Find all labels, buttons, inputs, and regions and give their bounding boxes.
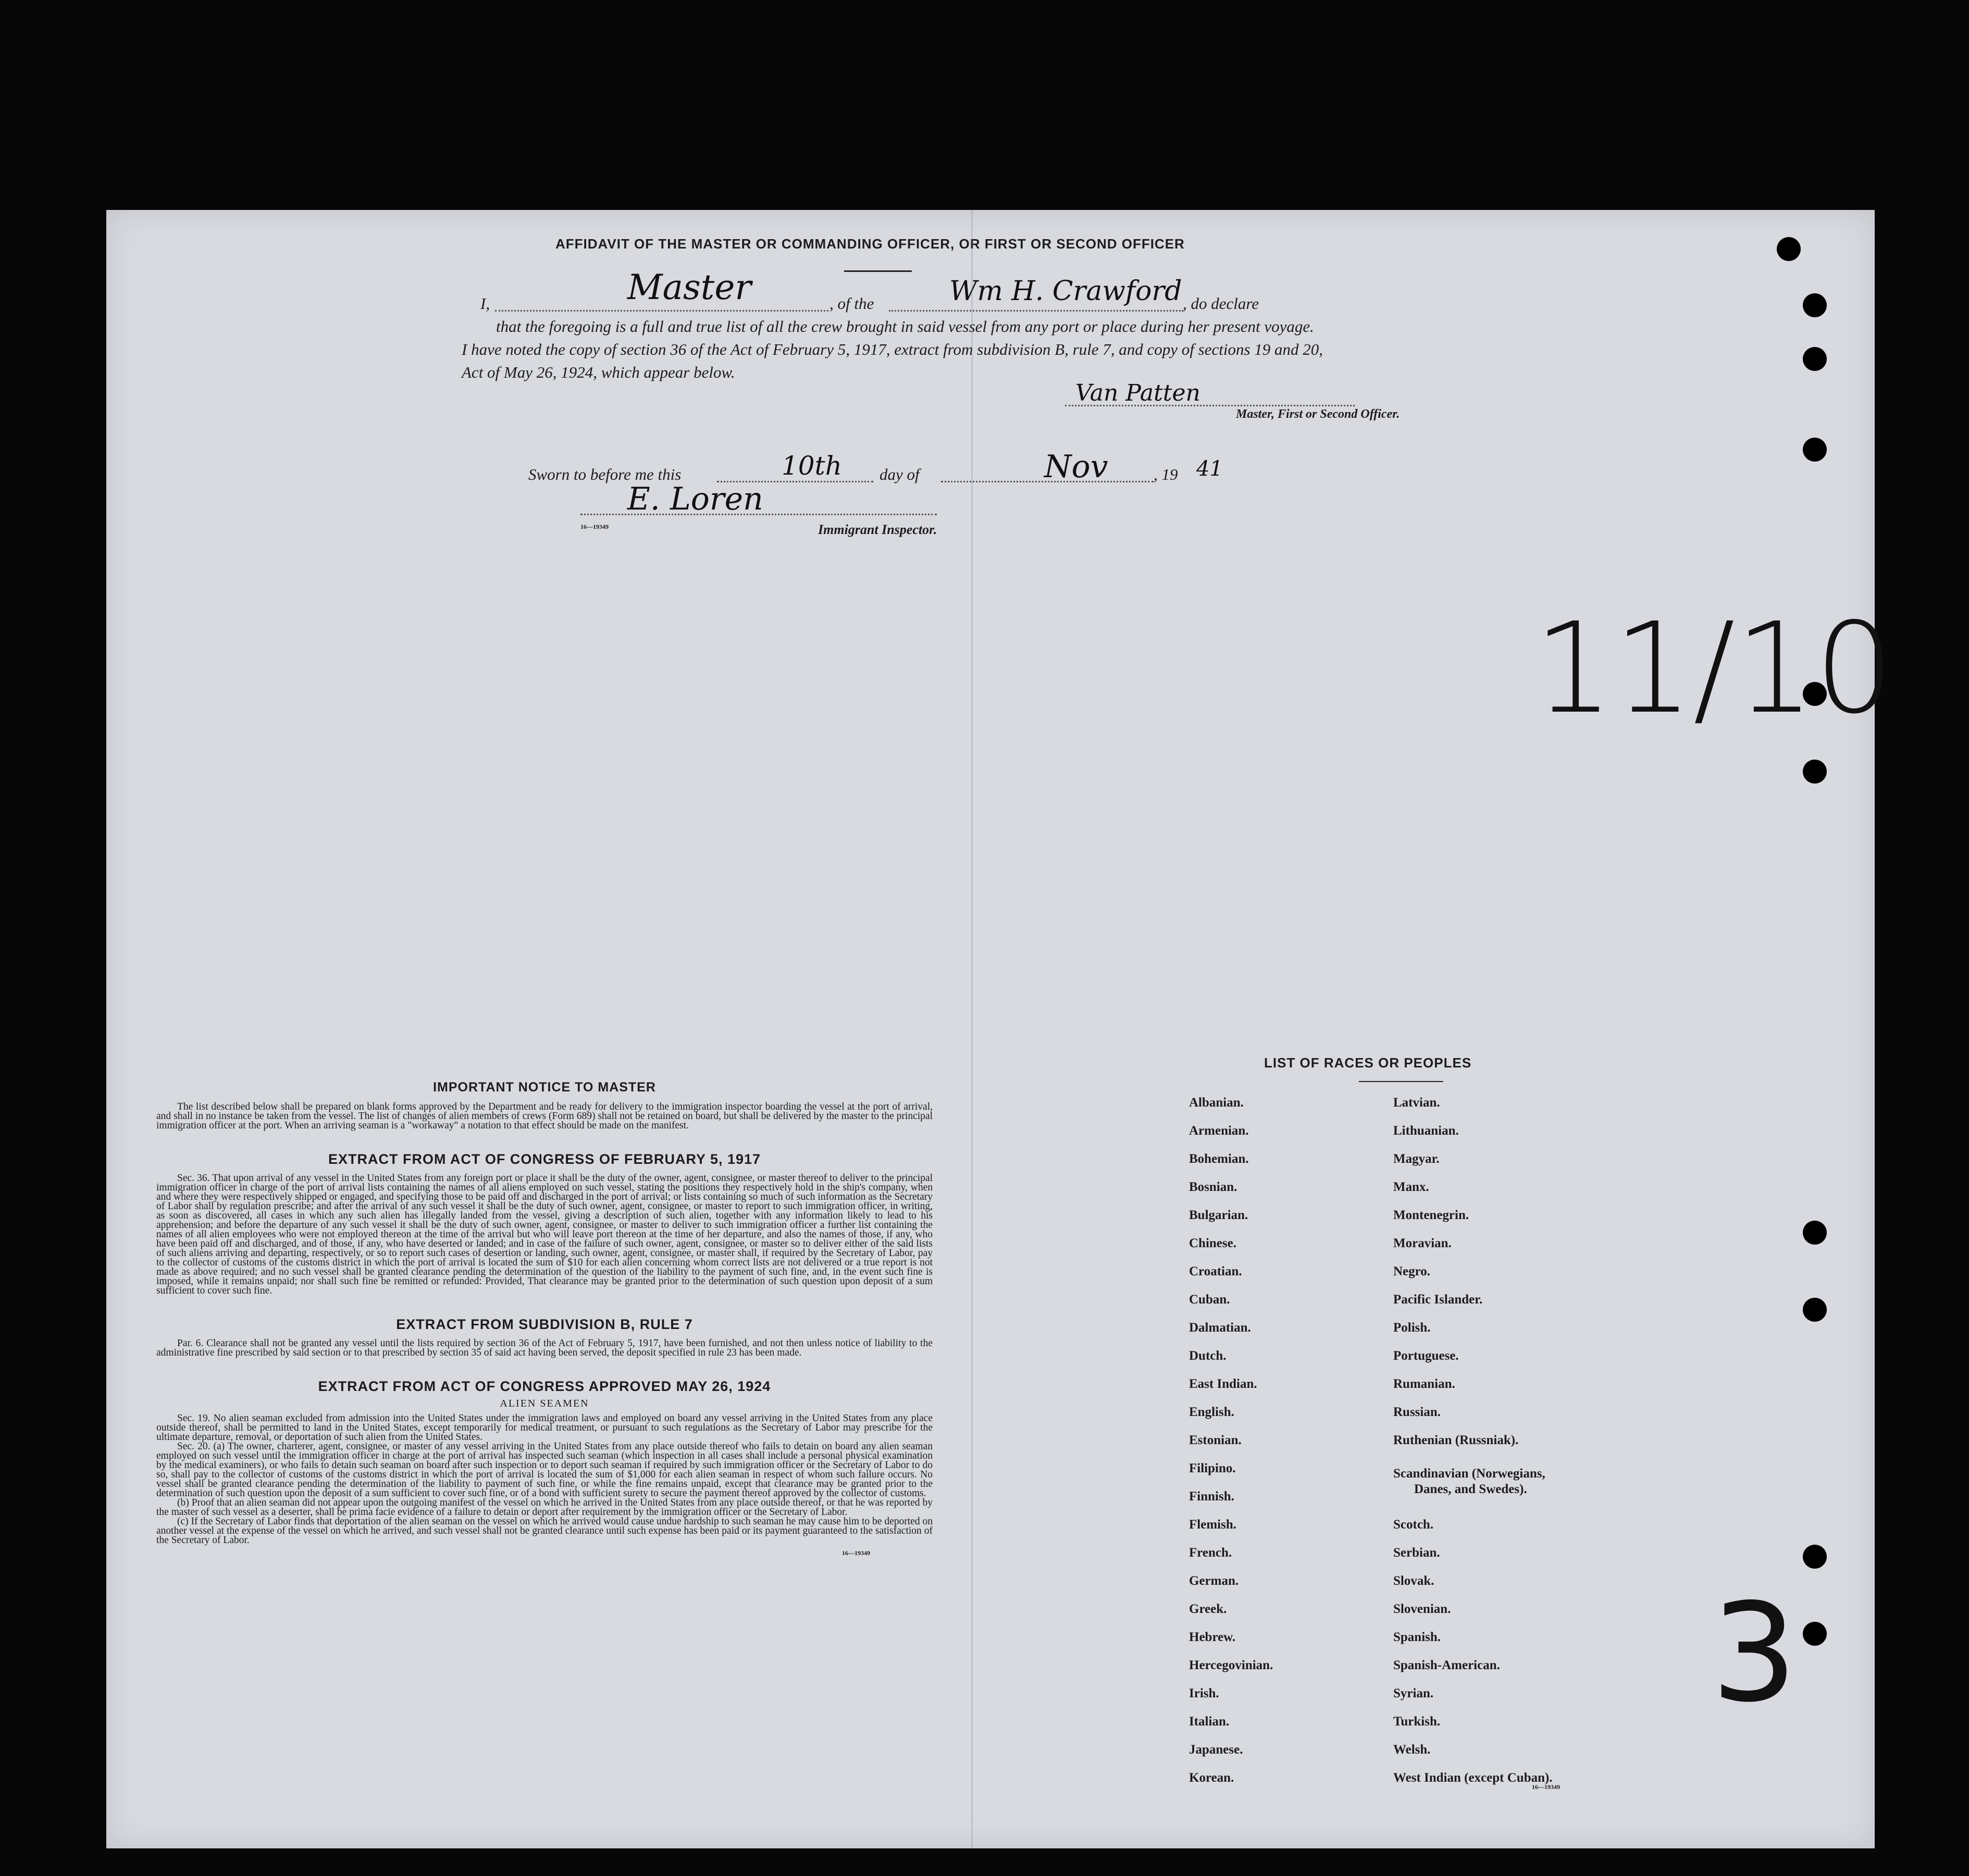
race-item: Spanish-American.: [1393, 1658, 1500, 1672]
race-item: Pacific Islander.: [1393, 1293, 1483, 1307]
handwritten-margin-date: 11/10: [1534, 595, 1894, 741]
race-item: Manx.: [1393, 1180, 1429, 1194]
race-item: Croatian.: [1189, 1264, 1242, 1278]
race-item: Bosnian.: [1189, 1180, 1237, 1194]
race-item: English.: [1189, 1405, 1234, 1419]
race-item: Dutch.: [1189, 1349, 1227, 1363]
race-item: Cuban.: [1189, 1293, 1230, 1307]
race-item: Flemish.: [1189, 1518, 1236, 1532]
race-item: Japanese.: [1189, 1743, 1243, 1757]
race-item: Armenian.: [1189, 1124, 1249, 1138]
race-item: West Indian (except Cuban).: [1393, 1771, 1553, 1785]
race-item: Hebrew.: [1189, 1630, 1236, 1644]
race-item: Irish.: [1189, 1686, 1219, 1700]
race-item: East Indian.: [1189, 1377, 1257, 1391]
race-item: Filipino.: [1189, 1461, 1236, 1475]
race-item: Spanish.: [1393, 1630, 1441, 1644]
races-title: LIST OF RACES OR PEOPLES: [1264, 1055, 1472, 1071]
handwritten-month: Nov: [1044, 449, 1108, 485]
sec19-text: Sec. 19. No alien seaman excluded from admission into the United States under the immigration laws and employed on board any vessel arriving in the United States from any place outside thereof, shall be permitted to land in the United States, except temporarily for medical treatment, or pursuant to such regulations as the Secretary of Labor may prescribe for the ultimate departure, removal, or deportation of such alien from the United States.: [156, 1413, 933, 1443]
vessel-field-line: [889, 310, 1183, 312]
affidavit-of-the: , of the: [829, 294, 874, 313]
race-item: Korean.: [1189, 1771, 1234, 1785]
race-item: Scandinavian (Norwegians,: [1393, 1467, 1545, 1481]
race-item: Estonian.: [1189, 1433, 1242, 1447]
document-page: [106, 210, 1894, 1848]
inspector-label: Immigrant Inspector.: [818, 522, 937, 537]
race-item: Greek.: [1189, 1602, 1227, 1616]
affidavit-i: I,: [480, 294, 490, 313]
extract-1924-subtitle: ALIEN SEAMEN: [500, 1398, 589, 1409]
handwritten-rank: Master: [627, 267, 751, 307]
notices-column: [156, 1080, 933, 1557]
race-item: Polish.: [1393, 1321, 1431, 1335]
sec20c-text: (c) If the Secretary of Labor finds that deportation of the alien seaman on the vessel on which he arrived would cause undue hardship to such seaman he may cause him to be deported on another vessel at the expense of the vessel on which he arrived, and such vessel shall not be granted clearance until such expense has been paid or its payment guaranteed to the satisfaction of the Secretary of Labor.: [156, 1516, 933, 1546]
affidavit-line-3: I have noted the copy of section 36 of the Act of February 5, 1917, extract from subdivision B, rule 7, and copy of sections 19 and 20,: [462, 340, 1323, 358]
race-item: Lithuanian.: [1393, 1124, 1459, 1138]
race-item: Negro.: [1393, 1264, 1431, 1278]
races-form-number: 16—19349: [1532, 1783, 1560, 1791]
race-item: Portuguese.: [1393, 1349, 1459, 1363]
race-item: Bohemian.: [1189, 1152, 1249, 1166]
affidavit-title: AFFIDAVIT OF THE MASTER OR COMMANDING OFFICER, OR FIRST OR SECOND OFFICER: [555, 236, 1185, 252]
handwritten-page-number: 3: [1711, 1575, 1798, 1732]
handwritten-year: 41: [1196, 457, 1223, 481]
punch-hole: [1803, 1298, 1827, 1322]
handwritten-day: 10th: [782, 451, 842, 481]
affidavit-do-declare: , do declare: [1183, 294, 1259, 313]
race-item: Finnish.: [1189, 1489, 1234, 1504]
race-item: Turkish.: [1393, 1715, 1441, 1729]
extract-1917-text: Sec. 36. That upon arrival of any vessel in the United States from any foreign port or place it shall be the duty of the owner, agent, consignee, or master thereof to deliver to the principal immigration officer in charge of the port of arrival lists containing the names of all aliens employed on such vessel, stating the positions they respectively hold in the ship's company, when and where they were respectively shipped or engaged, and specifying those to be paid off and discharged in the port of arrival; or lists containing so much of such information as the Secretary of Labor shall by regulation prescribe; and after the arrival of any such vessel it shall be the duty of such owner, agent, consignee, or master to report to such immigration officer, in writing, as soon as discovered, all cases in which any such alien has illegally landed from the vessel, giving a description of such alien, together with any information likely to lead to his apprehension; and before the departure of any such vessel it shall be the duty of such owner, agent, consignee, or master to deliver to such immigration officer a further list containing the names of all alien employees who were not employed thereon at the time of the arrival but who will leave port thereon at the time of her departure, and also the names of those, if any, who have been paid off and discharged, and of those, if any, who have deserted or landed; and in case of the failure of such owner, agent, consignee, or master so to deliver either of the said lists of such aliens arriving and departing, respectively, or so to report such cases of desertion or landing, such owner, agent, consignee, or master shall, if required by the Secretary of Labor, pay to the collector of customs of the customs district in which the port of arrival is located the sum of $10 for each alien concerning whom correct lists are not delivered or a true report is not made as above required; and no such vessel shall be granted clearance pending the determination of the question of the liability to the payment of such fine, and, in the event such fine is imposed, while it remains unpaid; nor shall such fine be remitted or refunded: Provided, That clearance may be granted prior to the determination of such question upon deposit of a sum sufficient to cover such fine.: [156, 1173, 933, 1296]
affidavit-form-number: 16—19349: [580, 523, 609, 530]
race-item: Dalmatian.: [1189, 1321, 1251, 1335]
handwritten-vessel-name: Wm H. Crawford: [949, 276, 1182, 307]
notice-title: IMPORTANT NOTICE TO MASTER: [433, 1080, 656, 1095]
handwritten-officer-signature: Van Patten: [1075, 380, 1200, 406]
punch-hole: [1803, 760, 1827, 784]
handwritten-inspector-signature: E. Loren: [627, 481, 763, 517]
races-right-column: [1393, 1096, 1623, 1794]
extract-rule7-text: Par. 6. Clearance shall not be granted any vessel until the lists required by section 36 of the Act of February 5, 1917, have been furnished, and not then unless notice of liability to the administrative fine prescribed by said section or to that prescribed by section 35 of said act having been served, the deposit specified in rule 23 has been made.: [156, 1338, 933, 1358]
punch-hole: [1777, 237, 1801, 261]
race-item-continued: Danes, and Swedes).: [1414, 1482, 1527, 1496]
affidavit-line-4: Act of May 26, 1924, which appear below.: [462, 363, 735, 381]
race-item: Italian.: [1189, 1715, 1230, 1729]
race-item: Magyar.: [1393, 1152, 1440, 1166]
extract-rule7-title: EXTRACT FROM SUBDIVISION B, RULE 7: [396, 1316, 693, 1332]
punch-hole: [1803, 1622, 1827, 1646]
sec20a-text: Sec. 20. (a) The owner, charterer, agent, consignee, or master of any vessel arriving in the United States from any place outside thereof who fails to detain on board any alien seaman employed on such vessel until the immigration officer in charge at the port of arrival has inspected such seaman (which inspection in all cases shall include a personal physical examination by the medical examiners), or who fails to detain such seaman on board after such inspection or to deport such seaman if required by such immigration officer or the Secretary of Labor to do so, shall pay to the collector of customs of the customs district in which the port of arrival is located the sum of $1,000 for each alien seaman in respect of whom such failure occurs. No vessel shall be granted clearance pending the determination of the liability to payment of such fine, or while the fine remains unpaid, except that clearance may be granted prior to the determination of such question upon the deposit of a sum sufficient to cover such fine, or of a bond with sufficient surety to secure the payment thereof approved by the collector of customs.: [156, 1441, 933, 1499]
race-item: Scotch.: [1393, 1518, 1434, 1532]
punch-hole: [1803, 347, 1827, 371]
punch-hole: [1803, 293, 1827, 317]
officer-label: Master, First or Second Officer.: [1236, 407, 1400, 421]
day-of-text: day of: [880, 465, 920, 483]
race-item: Chinese.: [1189, 1236, 1236, 1250]
race-item: Montenegrin.: [1393, 1208, 1469, 1222]
race-item: German.: [1189, 1574, 1239, 1588]
race-item: Latvian.: [1393, 1096, 1440, 1110]
race-item: Serbian.: [1393, 1546, 1440, 1560]
sworn-text: Sworn to before me this: [528, 465, 682, 483]
punch-hole: [1803, 438, 1827, 462]
races-title-rule: [1359, 1081, 1443, 1082]
race-item: Russian.: [1393, 1405, 1441, 1419]
race-item: Welsh.: [1393, 1743, 1431, 1757]
year-prefix: , 19: [1154, 465, 1178, 483]
rank-field-line: [495, 310, 828, 312]
race-item: French.: [1189, 1546, 1232, 1560]
affidavit-line-2: that the foregoing is a full and true list of all the crew brought in said vessel from any port or place during her present voyage.: [496, 317, 1314, 336]
notice-text: The list described below shall be prepared on blank forms approved by the Department and be ready for delivery to the immigration inspector boarding the vessel at the port of arrival, and shall in no instance be taken from the vessel. The list of changes of alien members of crews (Form 689) shall not be retained on board, but shall be delivered by the master to the principal immigration officer at the port. When an arriving seaman is a "workaway" a notation to that effect should be made on the manifest.: [156, 1101, 933, 1131]
extract-1924-title: EXTRACT FROM ACT OF CONGRESS APPROVED MAY 26, 1924: [318, 1378, 771, 1394]
punch-hole: [1803, 1221, 1827, 1245]
extract-1924-form-number: 16—19349: [842, 1549, 870, 1557]
race-item: Slovak.: [1393, 1574, 1434, 1588]
sec20b-text: (b) Proof that an alien seaman did not appear upon the outgoing manifest of the vessel on which he arrived in the United States from any place outside thereof, or that he was reported by the master of such vessel as a deserter, shall be prima facie evidence of a failure to detain or deport after requirement by the immigration officer or the Secretary of Labor.: [156, 1497, 933, 1518]
extract-1917-title: EXTRACT FROM ACT OF CONGRESS OF FEBRUARY 5, 1917: [328, 1151, 761, 1167]
race-item: Rumanian.: [1393, 1377, 1455, 1391]
race-item: Bulgarian.: [1189, 1208, 1248, 1222]
punch-hole: [1803, 1545, 1827, 1569]
inspector-signature-line: [580, 514, 937, 515]
race-item: Syrian.: [1393, 1686, 1434, 1700]
race-item: Hercegovinian.: [1189, 1658, 1273, 1672]
races-left-column: [1189, 1096, 1356, 1794]
race-item: Slovenian.: [1393, 1602, 1451, 1616]
race-item: Albanian.: [1189, 1096, 1244, 1110]
race-item: Ruthenian (Russniak).: [1393, 1433, 1519, 1447]
title-rule: [844, 270, 912, 272]
race-item: Moravian.: [1393, 1236, 1452, 1250]
